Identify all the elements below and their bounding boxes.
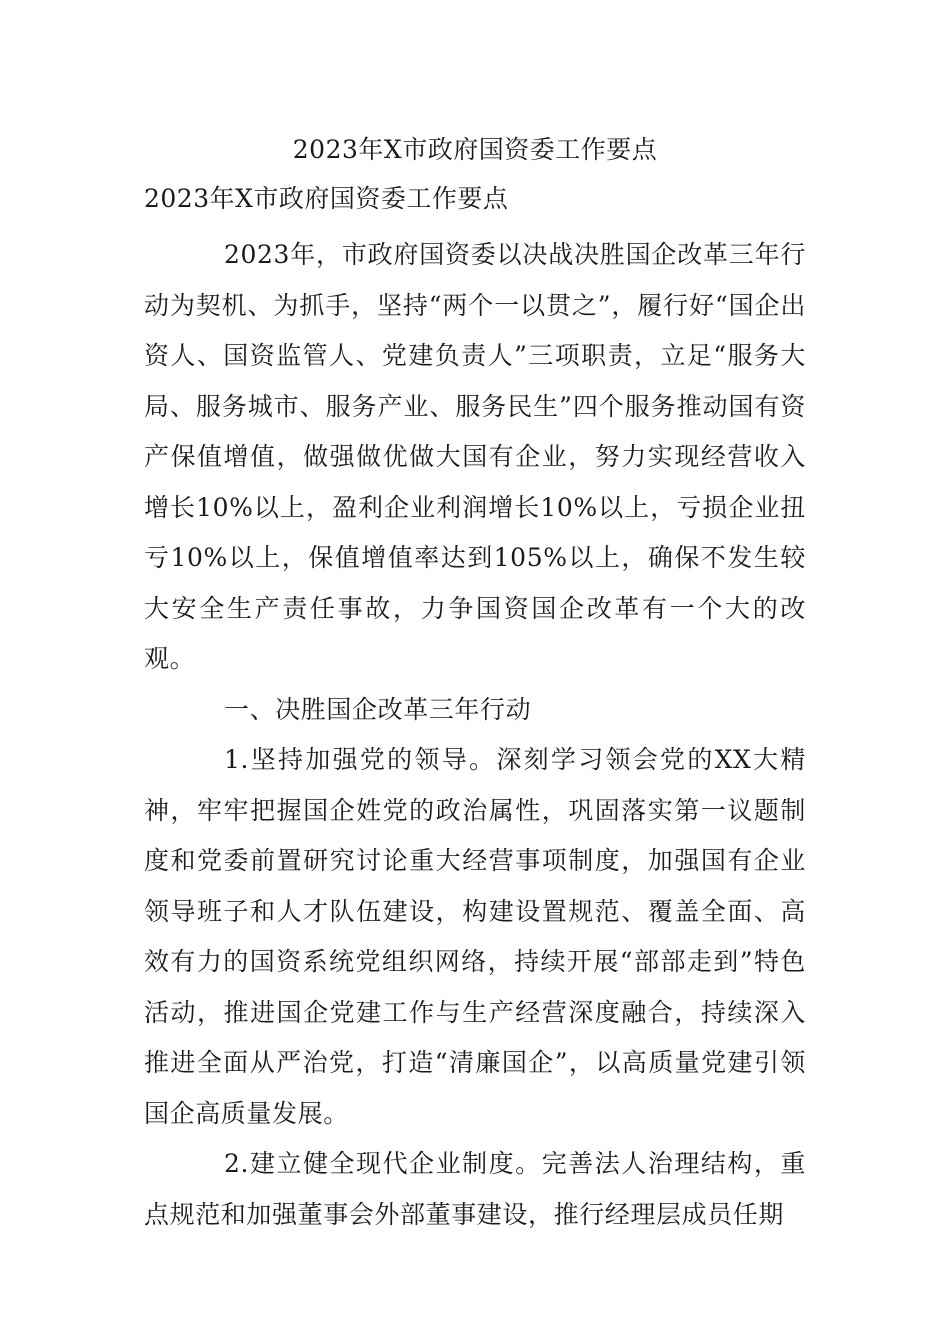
item-2-paragraph: 2.建立健全现代企业制度。完善法人治理结构，重点规范和加强董事会外部董事建设，推行经理层成员任期 [144, 1149, 806, 1229]
document-subtitle: 2023年X市政府国资委工作要点 [144, 184, 509, 213]
document-body [144, 230, 806, 1240]
page-title: 2023年X市政府国资委工作要点 [292, 135, 658, 164]
section-heading: 一、决胜国企改革三年行动 [224, 694, 532, 724]
item-1-paragraph: 1.坚持加强党的领导。深刻学习领会党的XX大精神，牢牢把握国企姓党的政治属性，巩固落实第一议题制度和党委前置研究讨论重大经营事项制度，加强国有企业领导班子和人才队伍建设，构建设置规范、覆盖全面、高效有力的国资系统党组织网络，持续开展“部部走到”特色活动，推进国企党建工作与生产经营深度融合，持续深入推进全面从严治党，打造“清廉国企”，以高质量党建引领国企高质量发展。 [144, 745, 806, 1128]
intro-paragraph: 2023年，市政府国资委以决战决胜国企改革三年行动为契机、为抓手，坚持“两个一以贯之”，履行好“国企出资人、国资监管人、党建负责人”三项职责，立足“服务大局、服务城市、服务产业、服务民生”四个服务推动国有资产保值增值，做强做优做大国有企业，努力实现经营收入增长10%以上，盈利企业利润增长10%以上，亏损企业扭亏10%以上，保值增值率达到105%以上，确保不发生较大安全生产责任事故，力争国资国企改革有一个大的改观。 [144, 240, 806, 673]
